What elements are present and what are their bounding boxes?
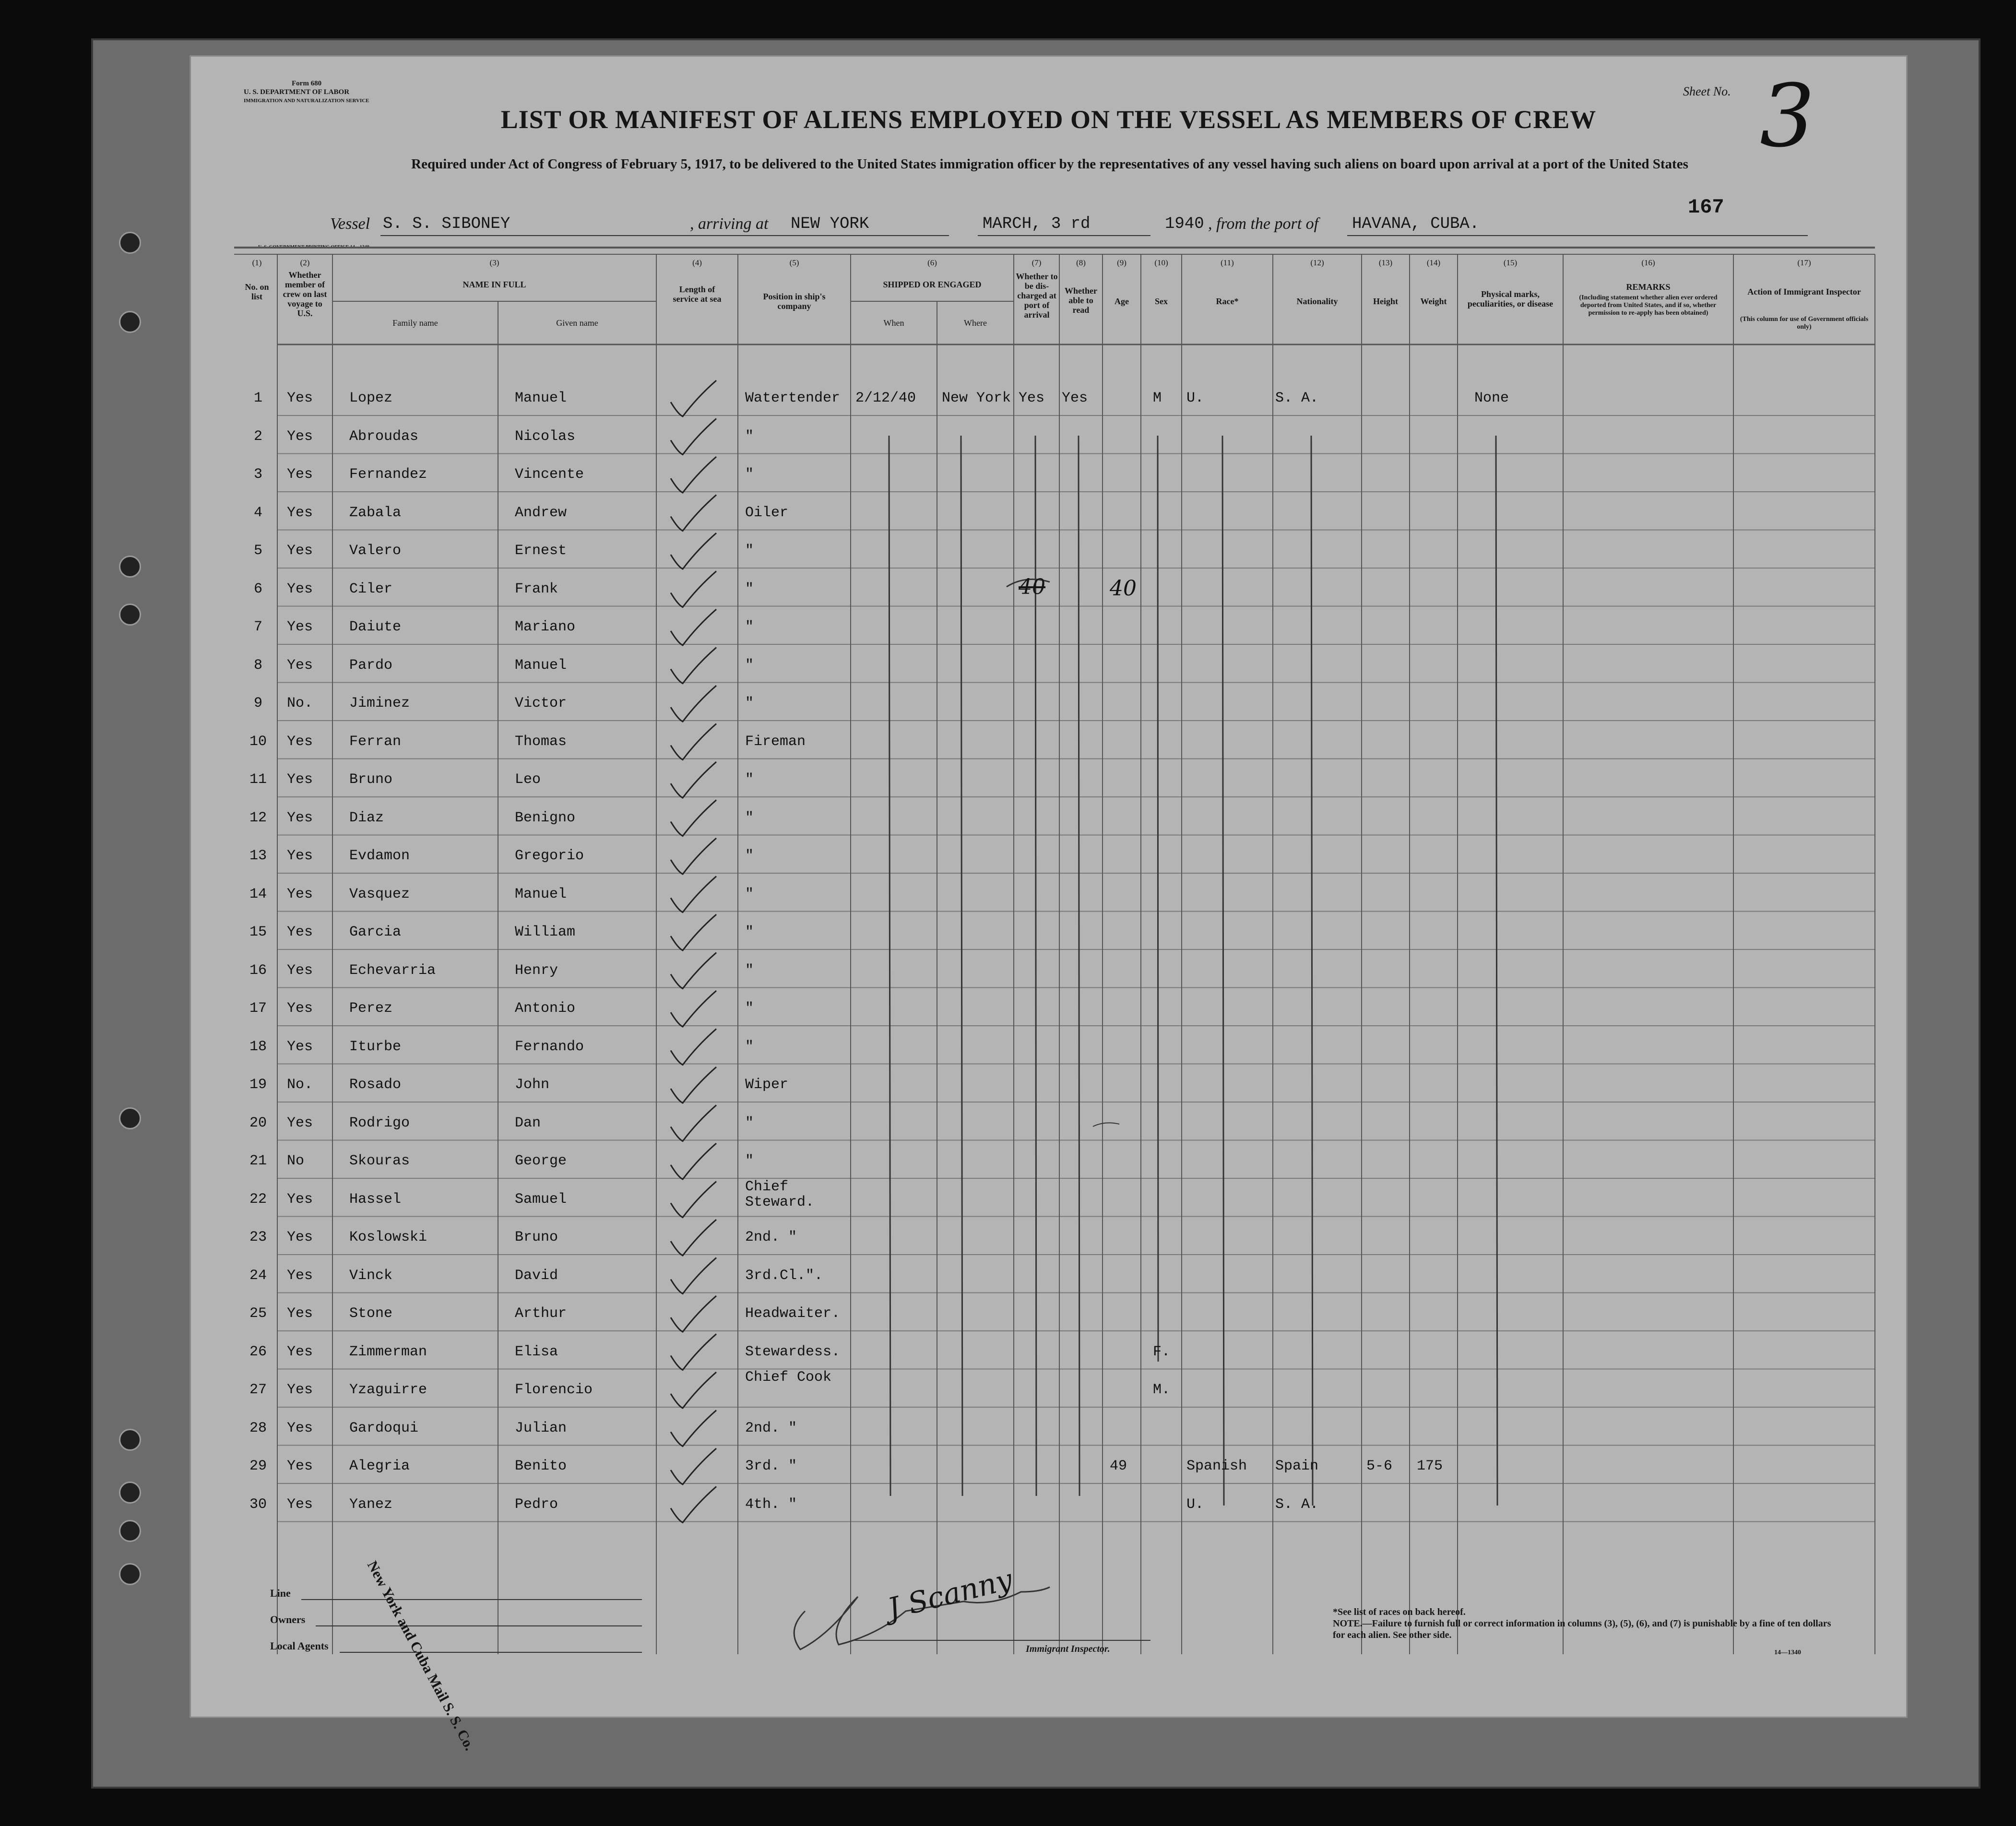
length-of-service-check — [671, 686, 716, 722]
row-family-name: Zabala — [349, 504, 402, 521]
row-given-name: Bruno — [515, 1229, 558, 1245]
length-of-service-check — [671, 991, 716, 1027]
length-of-service-check — [671, 495, 716, 531]
row-last-voyage: Yes — [287, 619, 313, 635]
row-last-voyage: Yes — [287, 1458, 313, 1474]
length-of-service-check — [671, 457, 716, 493]
row-number: 25 — [249, 1305, 267, 1322]
length-of-service-check — [671, 1448, 716, 1484]
subhead-where: Where — [964, 318, 987, 328]
col-header-read: Whether able to read — [1065, 286, 1097, 315]
row-position: " — [745, 848, 754, 864]
row-family-name: Stone — [349, 1305, 393, 1322]
row-number: 10 — [249, 733, 267, 750]
vessel-label: Vessel — [330, 215, 370, 233]
row-given-name: Florencio — [515, 1382, 593, 1398]
row-number: 16 — [249, 962, 267, 979]
row-family-name: Echevarria — [349, 962, 436, 979]
row-family-name: Bruno — [349, 771, 393, 788]
owners-label: Owners — [270, 1613, 306, 1625]
agents-label: Local Agents — [270, 1640, 329, 1652]
length-of-service-check — [671, 1220, 716, 1256]
row-given-name: Benigno — [515, 809, 576, 826]
length-of-service-check — [671, 1182, 716, 1218]
department-label: U. S. DEPARTMENT OF LABOR — [244, 88, 350, 96]
row-shipped-where: New York — [942, 390, 1011, 406]
row-given-name: Arthur — [515, 1305, 567, 1322]
line-label: Line — [270, 1587, 291, 1599]
row-last-voyage: Yes — [287, 581, 313, 597]
inspector-signature: J Scanny — [884, 1563, 1016, 1626]
row-last-voyage: Yes — [287, 771, 313, 788]
row-last-voyage: Yes — [287, 390, 313, 406]
col-header-position: Position in ship's company — [763, 292, 826, 311]
row-shipped-when: 2/12/40 — [855, 390, 916, 406]
row-last-voyage: Yes — [287, 504, 313, 521]
row-given-name: William — [515, 924, 576, 940]
row-position: 3rd.Cl.". — [745, 1267, 823, 1284]
length-of-service-check — [671, 762, 716, 798]
col-header-discharged: Whether to be dis-charged at port of arrival — [1016, 272, 1058, 320]
row-number: 2 — [253, 428, 262, 445]
row-position: " — [745, 619, 754, 635]
length-of-service-check — [671, 380, 716, 416]
row-family-name: Yzaguirre — [349, 1382, 427, 1398]
row-given-name: John — [515, 1077, 550, 1093]
row-number: 13 — [249, 848, 267, 864]
row-number: 30 — [249, 1496, 267, 1513]
row-number: 20 — [249, 1115, 267, 1131]
row-given-name: Manuel — [515, 390, 567, 406]
punch-hole — [119, 1563, 141, 1585]
row-given-name: George — [515, 1153, 567, 1169]
inspector-underline — [853, 1640, 1150, 1641]
punch-hole — [119, 604, 141, 626]
company-stamp: New York and Cuba Mail S. S. Co. — [364, 1558, 478, 1754]
row-position: " — [745, 428, 754, 445]
row-height: 5-6 — [1366, 1458, 1393, 1474]
row-family-name: Perez — [349, 1000, 393, 1017]
length-of-service-check — [671, 1029, 716, 1065]
row-position: Headwaiter. — [745, 1305, 841, 1322]
col-num: (2) — [300, 258, 310, 267]
row-last-voyage: No — [287, 1153, 305, 1169]
row-last-voyage: Yes — [287, 1305, 313, 1322]
agents-underline — [340, 1652, 642, 1653]
vessel-name: S. S. SIBONEY — [383, 215, 510, 233]
row-position: " — [745, 1000, 754, 1017]
races-note: *See list of races on back hereof. — [1333, 1607, 1466, 1617]
length-of-service-check — [671, 914, 716, 950]
row-family-name: Yanez — [349, 1496, 393, 1513]
row-position: " — [745, 657, 754, 674]
row-position: Fireman — [745, 733, 806, 750]
row-given-name: Gregorio — [515, 848, 584, 864]
arriving-port: NEW YORK — [791, 215, 869, 233]
subhead-given: Given name — [556, 318, 598, 328]
row-last-voyage: Yes — [287, 1343, 313, 1360]
row-family-name: Vinck — [349, 1267, 393, 1284]
row-position: " — [745, 962, 754, 979]
row-position: Chief Steward. — [745, 1178, 815, 1210]
page-title: LIST OR MANIFEST OF ALIENS EMPLOYED ON THE VESSEL AS MEMBERS OF CREW — [500, 105, 1597, 134]
row-last-voyage: Yes — [287, 1191, 313, 1208]
length-of-service-check — [671, 1067, 716, 1103]
row-number: 18 — [249, 1038, 267, 1055]
col-num: (12) — [1310, 258, 1324, 267]
col-header-age: Age — [1115, 296, 1129, 306]
line-underline — [301, 1599, 642, 1600]
row-family-name: Rodrigo — [349, 1115, 410, 1131]
length-of-service-check — [671, 1105, 716, 1141]
from-label: , from the port of — [1208, 215, 1319, 233]
length-of-service-check — [671, 609, 716, 645]
row-number: 19 — [249, 1077, 267, 1093]
punch-hole — [119, 232, 141, 254]
col-num: (17) — [1797, 258, 1811, 267]
sheet-number: 3 — [1760, 66, 1815, 166]
row-last-voyage: Yes — [287, 809, 313, 826]
row-position: Oiler — [745, 504, 789, 521]
col-header-remarks: REMARKS — [1626, 282, 1671, 292]
row-number: 5 — [253, 543, 262, 559]
row-given-name: Nicolas — [515, 428, 576, 445]
length-of-service-check — [671, 1487, 716, 1523]
col-num: (7) — [1032, 258, 1042, 267]
length-of-service-check — [671, 1334, 716, 1370]
row-given-name: Julian — [515, 1420, 567, 1436]
form-code: 14—1340 — [1774, 1649, 1801, 1656]
row-given-name: Frank — [515, 581, 558, 597]
row-nationality: S. A. — [1275, 390, 1319, 406]
row-family-name: Iturbe — [349, 1038, 402, 1055]
col-num: (8) — [1076, 258, 1086, 267]
row-position: " — [745, 466, 754, 483]
page-subtitle: Required under Act of Congress of February 5, 1917, to be delivered to the United States immigration officer by the representatives of any vessel having such aliens on board upon arrival at a port of the United States — [411, 156, 1688, 172]
row-family-name: Alegria — [349, 1458, 410, 1474]
row-given-name: David — [515, 1267, 558, 1284]
row-able-to-read: Yes — [1062, 390, 1088, 406]
row-given-name: Thomas — [515, 733, 567, 750]
row-age: 49 — [1110, 1458, 1127, 1474]
row-last-voyage: Yes — [287, 886, 313, 902]
row-last-voyage: Yes — [287, 1496, 313, 1513]
row-number: 23 — [249, 1229, 267, 1245]
row-family-name: Lopez — [349, 390, 393, 406]
length-of-service-check — [671, 953, 716, 989]
col-header-service: Length of service at sea — [673, 285, 722, 304]
row-number: 3 — [253, 466, 262, 483]
row-family-name: Jiminez — [349, 695, 410, 711]
row-family-name: Skouras — [349, 1153, 410, 1169]
row-number: 15 — [249, 924, 267, 940]
row-position: 2nd. " — [745, 1229, 797, 1245]
col-num: (5) — [789, 258, 799, 267]
form-number: Form 680 — [292, 80, 322, 87]
col-num: (4) — [692, 258, 702, 267]
row-position: " — [745, 581, 754, 597]
row-last-voyage: Yes — [287, 848, 313, 864]
crossed-out-age: 40 — [1019, 575, 1045, 599]
length-of-service-check — [671, 1372, 716, 1408]
row-position: " — [745, 1153, 754, 1169]
punch-hole — [119, 1429, 141, 1451]
row-given-name: Vincente — [515, 466, 584, 483]
col-num: (15) — [1503, 258, 1518, 267]
row-given-name: Ernest — [515, 543, 567, 559]
row-position: 4th. " — [745, 1496, 797, 1513]
row-number: 12 — [249, 809, 267, 826]
row-sex: M. — [1153, 1382, 1171, 1398]
length-of-service-check — [671, 533, 716, 569]
row-number: 21 — [249, 1153, 267, 1169]
col-header-shipped: SHIPPED OR ENGAGED — [883, 280, 982, 289]
row-position: " — [745, 695, 754, 711]
row-given-name: Pedro — [515, 1496, 558, 1513]
printing-office: U. S. GOVERNMENT PRINTING OFFICE 14—1340 — [258, 245, 369, 250]
row-position: Wiper — [745, 1077, 789, 1093]
row-last-voyage: Yes — [287, 1267, 313, 1284]
row-position: " — [745, 1038, 754, 1055]
row-family-name: Hassel — [349, 1191, 402, 1208]
length-of-service-check — [671, 838, 716, 874]
row-number: 24 — [249, 1267, 267, 1284]
row-number: 28 — [249, 1420, 267, 1436]
row-given-name: Antonio — [515, 1000, 576, 1017]
row-position: Chief Cook — [745, 1369, 832, 1386]
row-given-name: Manuel — [515, 886, 567, 902]
arriving-label: , arriving at — [690, 215, 769, 233]
row-last-voyage: Yes — [287, 543, 313, 559]
col-header-weight: Weight — [1420, 296, 1447, 306]
row-last-voyage: Yes — [287, 924, 313, 940]
row-family-name: Valero — [349, 543, 402, 559]
inspector-label: Immigrant Inspector. — [1026, 1644, 1110, 1654]
col-num: (6) — [927, 258, 937, 267]
col-num: (1) — [252, 258, 262, 267]
row-last-voyage: Yes — [287, 657, 313, 674]
length-of-service-check — [671, 1411, 716, 1447]
row-number: 6 — [253, 581, 262, 597]
row-nationality: Spain — [1275, 1458, 1319, 1474]
col-num: (10) — [1154, 258, 1168, 267]
subhead-when: When — [883, 318, 904, 328]
col-num: (9) — [1117, 258, 1127, 267]
row-last-voyage: Yes — [287, 1038, 313, 1055]
row-family-name: Ferran — [349, 733, 402, 750]
row-family-name: Koslowski — [349, 1229, 427, 1245]
row-family-name: Rosado — [349, 1077, 402, 1093]
row-sex: M — [1153, 390, 1162, 406]
length-of-service-check — [671, 800, 716, 836]
row-family-name: Ciler — [349, 581, 393, 597]
punch-hole — [119, 1107, 141, 1129]
row-last-voyage: Yes — [287, 428, 313, 445]
row-given-name: Mariano — [515, 619, 576, 635]
row-number: 4 — [253, 504, 262, 521]
row-family-name: Abroudas — [349, 428, 419, 445]
row-given-name: Leo — [515, 771, 541, 788]
page-stamp: 167 — [1688, 196, 1724, 219]
row-last-voyage: Yes — [287, 962, 313, 979]
row-family-name: Vasquez — [349, 886, 410, 902]
row-number: 22 — [249, 1191, 267, 1208]
row-last-voyage: Yes — [287, 1229, 313, 1245]
length-of-service-check — [671, 571, 716, 607]
col-header-action: Action of Immigrant Inspector — [1747, 287, 1861, 296]
row-given-name: Samuel — [515, 1191, 567, 1208]
row-number: 1 — [253, 390, 262, 406]
row-last-voyage: Yes — [287, 733, 313, 750]
action-note: (This column for use of Government officials only) — [1740, 316, 1869, 331]
row-number: 9 — [253, 695, 262, 711]
row-family-name: Pardo — [349, 657, 393, 674]
row-number: 29 — [249, 1458, 267, 1474]
length-of-service-check — [671, 648, 716, 684]
row-discharged: Yes — [1019, 390, 1045, 406]
owners-underline — [316, 1625, 642, 1626]
punch-hole — [119, 1520, 141, 1542]
subhead-family: Family name — [392, 318, 438, 328]
row-position: " — [745, 771, 754, 788]
row-given-name: Manuel — [515, 657, 567, 674]
col-num: (13) — [1378, 258, 1393, 267]
row-position: " — [745, 924, 754, 940]
row-number: 8 — [253, 657, 262, 674]
row-last-voyage: No. — [287, 1077, 313, 1093]
row-given-name: Victor — [515, 695, 567, 711]
row-last-voyage: Yes — [287, 1420, 313, 1436]
length-of-service-check — [671, 1296, 716, 1332]
col-header-height: Height — [1373, 296, 1398, 306]
row-position: " — [745, 1115, 754, 1131]
col-num: (14) — [1426, 258, 1441, 267]
row-age: 40 — [1110, 576, 1137, 601]
row-last-voyage: No. — [287, 695, 313, 711]
row-given-name: Henry — [515, 962, 558, 979]
row-last-voyage: Yes — [287, 1000, 313, 1017]
row-weight: 175 — [1417, 1458, 1443, 1474]
row-family-name: Fernandez — [349, 466, 427, 483]
from-port: HAVANA, CUBA. — [1352, 215, 1480, 233]
row-number: 27 — [249, 1382, 267, 1398]
remarks-note: (Including statement whether alien ever ordered deported from United States, and if so, whether permission to re-apply has been obtained) — [1579, 294, 1718, 317]
col-header-crew: Whether member of crew on last voyage to U.S. — [283, 270, 327, 318]
punch-hole — [119, 556, 141, 578]
service-label: IMMIGRATION AND NATURALIZATION SERVICE — [244, 98, 369, 104]
col-header-name: NAME IN FULL — [462, 280, 526, 289]
row-last-voyage: Yes — [287, 466, 313, 483]
row-race: Spanish — [1186, 1458, 1247, 1474]
length-of-service-check — [671, 1143, 716, 1179]
row-sex: F. — [1153, 1343, 1171, 1360]
col-header-no: No. on list — [245, 282, 269, 301]
col-header-physical: Physical marks, peculiarities, or disease — [1467, 289, 1554, 308]
arrival-date: MARCH, 3 rd — [983, 215, 1091, 233]
punch-hole — [119, 1482, 141, 1504]
col-num: (16) — [1641, 258, 1655, 267]
row-nationality: S. A. — [1275, 1496, 1319, 1513]
row-family-name: Daiute — [349, 619, 402, 635]
col-header-nationality: Nationality — [1296, 296, 1338, 306]
row-position: " — [745, 886, 754, 902]
length-of-service-check — [671, 877, 716, 913]
col-num: (3) — [489, 258, 499, 267]
row-given-name: Elisa — [515, 1343, 558, 1360]
row-family-name: Evdamon — [349, 848, 410, 864]
row-given-name: Dan — [515, 1115, 541, 1131]
row-number: 11 — [249, 771, 267, 788]
length-of-service-check — [671, 419, 716, 455]
row-position: Watertender — [745, 390, 841, 406]
row-physical-marks: None — [1474, 390, 1509, 406]
col-header-race: Race* — [1216, 296, 1239, 306]
row-number: 14 — [249, 886, 267, 902]
row-position: Stewardess. — [745, 1343, 841, 1360]
row-number: 7 — [253, 619, 262, 635]
penalty-note: NOTE.—Failure to furnish full or correct information in columns (3), (5), (6), and (7) is punishable by a fine of ten dollars for each alien. See other side. — [1333, 1618, 1831, 1640]
row-position: 3rd. " — [745, 1458, 797, 1474]
col-num: (11) — [1221, 258, 1234, 267]
row-last-voyage: Yes — [287, 1382, 313, 1398]
row-family-name: Gardoqui — [349, 1420, 419, 1436]
row-family-name: Diaz — [349, 809, 384, 826]
row-race: U. — [1186, 390, 1204, 406]
row-number: 26 — [249, 1343, 267, 1360]
row-number: 17 — [249, 1000, 267, 1017]
row-given-name: Fernando — [515, 1038, 584, 1055]
col-header-sex: Sex — [1155, 296, 1168, 306]
punch-hole — [119, 311, 141, 333]
length-of-service-check — [671, 1258, 716, 1294]
row-last-voyage: Yes — [287, 1115, 313, 1131]
row-family-name: Garcia — [349, 924, 402, 940]
row-position: " — [745, 543, 754, 559]
length-of-service-check — [671, 724, 716, 760]
row-given-name: Benito — [515, 1458, 567, 1474]
row-position: 2nd. " — [745, 1420, 797, 1436]
sheet-label: Sheet No. — [1683, 84, 1731, 98]
manifest-page — [190, 55, 1908, 1754]
arrival-year: 1940 — [1165, 215, 1204, 233]
row-given-name: Andrew — [515, 504, 567, 521]
row-race: U. — [1186, 1496, 1204, 1513]
row-position: " — [745, 809, 754, 826]
row-family-name: Zimmerman — [349, 1343, 427, 1360]
